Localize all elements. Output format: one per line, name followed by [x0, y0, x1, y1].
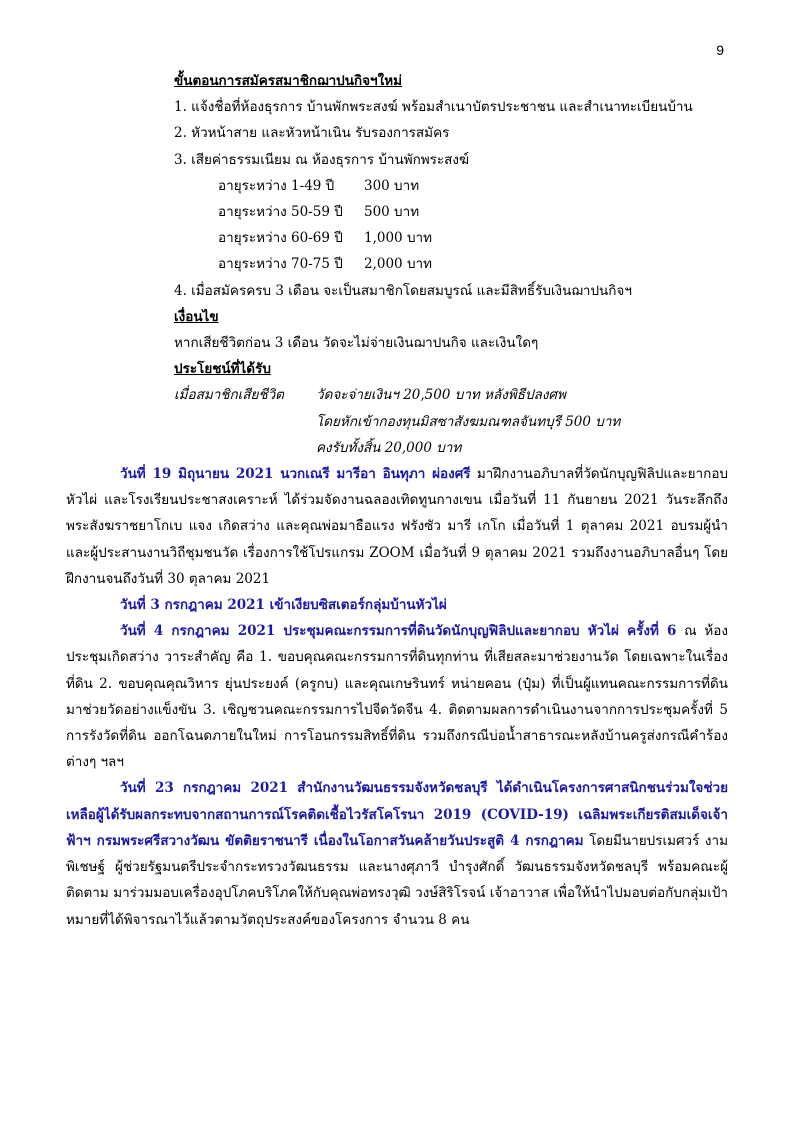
fee-amount: 2,000 บาท	[364, 256, 432, 273]
paragraph-lead: วันที่ 23 กรกฎาคม 2021 สำนักงานวัฒนธรรมจังหวัดชลบุรี ได้ดำเนินโครงการศาสนิกชนร่วมใจช่วยเหลือผู้ได้รับผลกระทบจากสถานการณ์โรคติดเชื้อไวรัสโคโรนา 2019 (COVID-19) เฉลิมพระเกียรติสมเด็จเจ้าฟ้าฯ กรมพระศรีสวางวัฒน ขัตติยราชนารี เนื่องในโอกาสวันคล้ายวันประสูติ 4 กรกฎาคม	[66, 780, 728, 849]
fee-row	[66, 225, 728, 251]
register-heading: ขั้นตอนการสมัครสมาชิกฌาปนกิจฯใหม่	[174, 73, 403, 89]
fee-row	[66, 173, 728, 199]
step-4: 4. เมื่อสมัครครบ 3 เดือน จะเป็นสมาชิกโดยสมบูรณ์ และมีสิทธิ์รับเงินฌาปนกิจฯ	[174, 282, 632, 299]
fee-row	[66, 251, 728, 277]
paragraph-lead: วันที่ 19 มิถุนายน 2021 นวกเณรี มารีอา อินทุภา ผ่องศรี	[120, 466, 471, 483]
paragraph-june	[66, 461, 728, 592]
benefit-heading: ประโยชน์ที่ได้รับ	[174, 361, 271, 378]
paragraph-text: โดยมีนายปรเมศวร์ งามพิเชษฐ์ ผู้ช่วยรัฐมนตรีประจำกระทรวงวัฒนธรรม และนางศุภาวี บำรุงศักดิ์ วัฒนธรรมจังหวัดชลบุรี พร้อมคณะผู้ติดตาม มาร่วมมอบเครื่องอุปโภคบริโภคให้กับคุณพ่อทรงวุฒิ วงษ์สิริโรจน์ เจ้าอาวาส เพื่อให้นำไปมอบต่อกับกลุ่มเป้าหมายที่ได้พิจารณาไว้แล้วตามวัตถุประสงค์ของโครงการ จำนวน 8 คน	[66, 832, 728, 928]
fee-age: อายุระหว่าง 50-59 ปี	[218, 204, 343, 221]
benefit-row	[66, 382, 728, 408]
page-number: 9	[716, 42, 724, 58]
condition-heading: เงื่อนไข	[174, 308, 219, 325]
step-2: 2. หัวหน้าสาย และหัวหน้าเนิน รับรองการสมัคร	[174, 125, 450, 142]
benefit-label: เมื่อสมาชิกเสียชีวิต	[174, 387, 284, 404]
fee-amount: 1,000 บาท	[364, 230, 432, 247]
paragraph-lead: วันที่ 4 กรกฎาคม 2021 ประชุมคณะกรรมการที่ดินวัดนักบุญฟิลิปและยากอบ หัวไผ่ ครั้งที่ 6	[120, 623, 677, 640]
paragraph-meeting	[66, 618, 728, 775]
fee-amount: 500 บาท	[364, 204, 420, 221]
fee-age: อายุระหว่าง 70-75 ปี	[218, 256, 343, 273]
condition-text: หากเสียชีวิตก่อน 3 เดือน วัดจะไม่จ่ายเงินฌาปนกิจ และเงินใดๆ	[174, 335, 539, 352]
fee-row	[66, 199, 728, 225]
paragraph-retreat	[66, 592, 728, 618]
fee-age: อายุระหว่าง 1-49 ปี	[218, 177, 335, 194]
fee-amount: 300 บาท	[364, 177, 420, 194]
benefit-line: คงรับทั้งสิ้น 20,000 บาท	[316, 439, 462, 456]
paragraph-lead: วันที่ 3 กรกฎาคม 2021 เข้าเงียบซิสเตอร์กลุ่มบ้านหัวไผ่	[120, 597, 447, 614]
paragraph-text: มาฝึกงานอภิบาลที่วัดนักบุญฟิลิปและยากอบ หัวไผ่ และโรงเรียนประชาสงเคราะห์ ได้ร่วมจัดงานฉลองเทิดทูนกางเขน เมื่อวันที่ 11 กันยายน 2021 วันระลึกถึงพระสังฆราชยาโกเบ แจง เกิดสว่าง และคุณพ่อมาธือแรง ฟรังซัว มารี เกโก เมื่อวันที่ 1 ตุลาคม 2021 อบรมผู้นำและผู้ประสานงานวิถีชุมชนวัด เรื่องการใช้โปรแกรม ZOOM เมื่อวันที่ 9 ตุลาคม 2021 รวมถึงงานอภิบาลอื่นๆ โดยฝึกงานจนถึงวันที่ 30 ตุลาคม 2021	[66, 466, 728, 587]
benefit-line: วัดจะจ่ายเงินฯ 20,500 บาท หลังพิธีปลงศพ	[316, 387, 566, 404]
step-1: 1. แจ้งชื่อที่ห้องธุรการ บ้านพักพระสงฆ์ พร้อมสำเนาบัตรประชาชน และสำเนาทะเบียนบ้าน	[174, 99, 693, 116]
paragraph-text: ณ ห้องประชุมเกิดสว่าง วาระสำคัญ คือ 1. ขอบคุณคณะกรรมการที่ดินทุกท่าน ที่เสียสละมาช่วยงานวัด โดยเฉพาะในเรื่องที่ดิน 2. ขอบคุณคุณวิหาร ยุ่นประยงค์ (ครูกบ) และคุณเกษรินทร์ หน่ายคอน (ปุ๋ม) ที่เป็นผู้แทนคณะกรรมการที่ดิน มาช่วยวัดอย่างแข็งขัน 3. เชิญชวนคณะกรรมการไปจีดวัดจีน 4. ติดตามผลการดำเนินงานจากการประชุมครั้งที่ 5 การรังวัดที่ดิน ออกโฉนดภายในใหม่ การโอนกรรมสิทธิ์ที่ดิน รวมถึงกรณีบ่อน้ำสาธารณะหลังบ้านครูส่งกรณีคำร้องต่างๆ ฯลฯ	[66, 623, 728, 771]
benefit-line: โดยหักเข้ากองทุนมิสซาสังฆมณฑลจันทบุรี 500 บาท	[316, 413, 621, 430]
paragraph-culture-office	[66, 775, 728, 932]
document-body	[66, 68, 728, 933]
fee-age: อายุระหว่าง 60-69 ปี	[218, 230, 343, 247]
step-3: 3. เสียค่าธรรมเนียม ณ ห้องธุรการ บ้านพักพระสงฆ์	[174, 151, 470, 168]
